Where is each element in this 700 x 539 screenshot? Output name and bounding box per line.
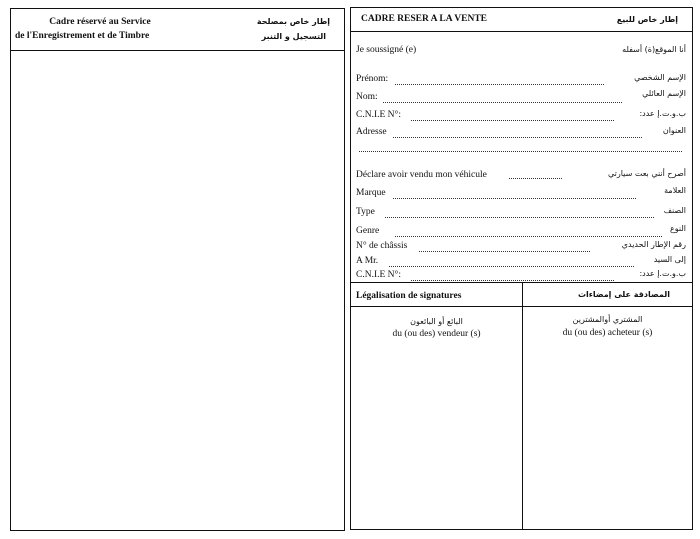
sale-frame bbox=[350, 7, 693, 530]
cnie-label: C.N.I.E N°: bbox=[356, 110, 401, 120]
buyer-label-fr: du (ou des) acheteur (s) bbox=[562, 328, 653, 338]
genre-label-ar: النوع bbox=[670, 224, 686, 233]
nom-label: Nom: bbox=[356, 92, 378, 102]
nom-field[interactable] bbox=[383, 102, 622, 103]
sale-title-fr: CADRE RESER A LA VENTE bbox=[361, 14, 488, 24]
registration-title-fr-line1: Cadre réservé au Service bbox=[49, 17, 151, 27]
cnie-label-ar: ب.و.ت.إ عدد: bbox=[639, 109, 686, 118]
marque-label: Marque bbox=[356, 188, 386, 198]
chassis-field[interactable] bbox=[419, 251, 590, 252]
cnie-buyer-field[interactable] bbox=[411, 280, 614, 281]
seller-label-ar: البائع أو البائعون bbox=[410, 317, 463, 326]
type-label-ar: الصنف bbox=[663, 206, 686, 215]
marque-label-ar: العلامة bbox=[664, 186, 686, 195]
buyer-label-ar: المشتري أوالمشترين bbox=[572, 315, 643, 324]
registration-title-fr-line2: de l'Enregistrement et de Timbre bbox=[15, 31, 150, 41]
soussigne-label-ar: أنا الموقع(ة) أسفله bbox=[622, 45, 686, 54]
amr-label: A Mr. bbox=[356, 256, 379, 266]
registration-stamp-area[interactable] bbox=[11, 51, 344, 530]
prenom-label: Prénom: bbox=[356, 74, 389, 84]
soussigne-label-fr: Je soussigné (e) bbox=[356, 45, 417, 55]
cnie-buyer-label-ar: ب.و.ت.إ عدد: bbox=[639, 269, 686, 278]
buyer-signature-area[interactable] bbox=[523, 344, 692, 529]
seller-label-fr: du (ou des) vendeur (s) bbox=[392, 329, 481, 339]
declare-label-fr: Déclare avoir vendu mon véhicule bbox=[356, 170, 487, 180]
adresse-field[interactable] bbox=[393, 137, 642, 138]
registration-title-ar-line2: التسجيل و التنبر bbox=[261, 32, 326, 41]
registration-service-frame bbox=[10, 8, 345, 531]
genre-label: Genre bbox=[356, 226, 380, 236]
marque-field[interactable] bbox=[393, 198, 636, 199]
prenom-label-ar: الإسم الشخصي bbox=[634, 73, 686, 82]
sale-frame-header bbox=[351, 8, 692, 32]
type-field[interactable] bbox=[385, 217, 654, 218]
legalisation-label: Légalisation de signatures bbox=[356, 291, 462, 301]
seller-signature-area[interactable] bbox=[351, 344, 522, 529]
adresse-label: Adresse bbox=[356, 127, 387, 137]
sale-title-ar: إطار خاص للبيع bbox=[616, 15, 678, 24]
registration-title-ar-line1: إطار خاص بمصلحة bbox=[256, 17, 330, 26]
adresse-field-line2[interactable] bbox=[359, 151, 682, 152]
cnie-field[interactable] bbox=[411, 120, 614, 121]
registration-frame-header bbox=[11, 9, 344, 51]
declare-label-ar: أصرح أنني بعت سيارتي bbox=[607, 169, 686, 178]
prenom-field[interactable] bbox=[395, 84, 604, 85]
genre-field[interactable] bbox=[395, 236, 662, 237]
amr-label-ar: إلى السيد bbox=[653, 255, 686, 264]
cnie-buyer-label: C.N.I.E N°: bbox=[356, 270, 401, 280]
adresse-label-ar: العنوان bbox=[662, 126, 686, 135]
nom-label-ar: الإسم العائلي bbox=[642, 89, 686, 98]
amr-field[interactable] bbox=[389, 266, 634, 267]
chassis-label-ar: رقم الإطار الحديدي bbox=[621, 240, 686, 249]
legalisation-label-ar: المصادقة على إمضاءات bbox=[577, 290, 670, 299]
declare-dots bbox=[509, 178, 562, 179]
type-label: Type bbox=[356, 207, 375, 217]
chassis-label: N° de châssis bbox=[356, 241, 408, 251]
